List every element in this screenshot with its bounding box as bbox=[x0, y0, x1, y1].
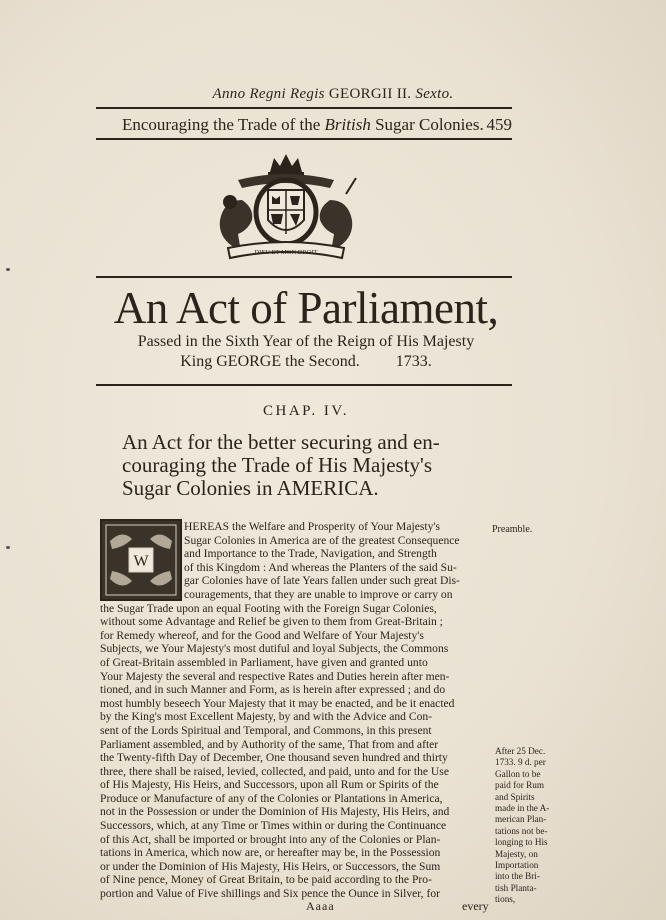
page-title-part1: Encouraging the Trade of the bbox=[122, 115, 325, 134]
act-year: 1733. bbox=[395, 353, 432, 370]
passed-line: Passed in the Sixth Year of the Reign of His Majesty bbox=[137, 333, 475, 350]
body-line: Subjects, we Your Majesty's most dutiful and loyal Subjects, the Commons bbox=[100, 642, 449, 656]
act-heading bbox=[122, 431, 502, 500]
running-head bbox=[0, 86, 666, 103]
page-title-part2: Sugar Colonies. bbox=[370, 115, 484, 134]
margin-note-line: 1733. 9 d. per bbox=[495, 757, 546, 768]
dropcap-letter: W bbox=[133, 553, 149, 570]
body-line: portion and Value of Five shillings and Six pence the Ounce in Silver, for bbox=[100, 887, 440, 901]
signature-mark: Aaaa bbox=[306, 899, 335, 913]
margin-note-line: into the Bri- bbox=[495, 871, 540, 882]
body-line: tations in America, which now are, or hereafter may be, in the Possession bbox=[100, 846, 441, 860]
act-heading-line: couraging the Trade of His Majesty's bbox=[122, 453, 432, 477]
body-line: of His Majesty, His Heirs, and Successors, upon all Rum or Spirits of the bbox=[100, 778, 439, 792]
body-line: not in the Possession or under the Dominion of His Majesty, His Heirs, and bbox=[100, 805, 450, 819]
body-line: or under the Dominion of His Majesty, His Heirs, or Successors, the Sum bbox=[100, 859, 441, 873]
body-line: tioned, and in such Manner and Form, as is herein after expressed ; and do bbox=[100, 683, 446, 697]
body-line: most humbly beseech Your Majesty that it may be enacted, and be it enacted bbox=[100, 696, 455, 710]
margin-note-line: made in the A- bbox=[495, 803, 550, 814]
margin-note-line: After 25 Dec. bbox=[495, 746, 546, 756]
body-line: of Nine pence, Money of Great Britain, to be paid according to the Pro- bbox=[100, 873, 432, 887]
king-name: King GEORGE the Second. bbox=[180, 353, 360, 370]
body-line: of this Act, shall be imported or brought into any of the Colonies or Plan- bbox=[100, 832, 441, 846]
binding-mark bbox=[6, 268, 10, 271]
crest-bottom-rule bbox=[96, 276, 512, 278]
body-line: by the King's most Excellent Majesty, by and with the Advice and Con- bbox=[100, 710, 433, 724]
body-line: three, there shall be raised, levied, collected, and paid, unto and for the Use bbox=[100, 764, 449, 778]
body-line: Successors, which, at any Time or Times within or during the Continuance bbox=[100, 819, 447, 833]
body-line: Your Majesty the several and respective Rates and Duties herein after men- bbox=[100, 669, 450, 683]
crest-motto: DIEU ET MON DROIT bbox=[254, 249, 318, 256]
act-body-text bbox=[100, 520, 492, 901]
margin-note-line: tations not be- bbox=[495, 825, 548, 836]
body-line: of this Kingdom : And whereas the Planters of the said Su- bbox=[184, 560, 457, 574]
body-line: of Great-Britain assembled in Parliament, have given and granted unto bbox=[100, 655, 428, 669]
margin-note-line: and Spirits bbox=[495, 791, 535, 802]
title-bottom-rule bbox=[96, 138, 512, 140]
binding-mark bbox=[6, 546, 10, 549]
catchword: every bbox=[462, 899, 489, 913]
page-number: 459 bbox=[486, 115, 512, 134]
heading-rule bbox=[96, 384, 512, 386]
margin-note-duty bbox=[495, 746, 590, 906]
margin-note-line: Majesty, on bbox=[495, 848, 538, 859]
body-line: for Remedy whereof, and for the Good and Welfare of Your Majesty's bbox=[100, 628, 424, 642]
body-line: couragements, that they are unable to improve or carry on bbox=[184, 587, 453, 601]
margin-note-line: Gallon to be bbox=[495, 768, 541, 779]
king-line bbox=[96, 353, 516, 371]
page-title bbox=[122, 115, 484, 135]
act-heading-line: An Act for the better securing and en- bbox=[122, 430, 440, 454]
margin-note-line: tish Planta- bbox=[495, 882, 537, 893]
act-heading-line: Sugar Colonies in AMERICA. bbox=[122, 476, 379, 500]
body-line: and Importance to the Trade, Navigation, and Strength bbox=[184, 547, 437, 561]
margin-note-line: Importation bbox=[495, 860, 539, 871]
margin-note-line: paid for Rum bbox=[495, 780, 544, 791]
body-line: Sugar Colonies in America are of the greatest Consequence bbox=[184, 533, 460, 547]
body-line: sent of the Lords Spiritual and Temporal, and Commons, in this present bbox=[100, 723, 432, 737]
body-line: Parliament assembled, and by Authority of the same, That from and after bbox=[100, 737, 439, 751]
running-head-italic: Anno Regni Regis bbox=[212, 86, 325, 102]
body-line: HEREAS the Welfare and Prosperity of Your Majesty's bbox=[184, 520, 440, 533]
body-line: the Sugar Trade upon an equal Footing with the Foreign Sugar Colonies, bbox=[100, 601, 437, 615]
margin-note-line: tions, bbox=[495, 894, 516, 905]
act-title: An Act of Parliament, bbox=[113, 283, 499, 333]
page-title-italic: British bbox=[324, 115, 371, 134]
margin-note-line: longing to His bbox=[495, 837, 548, 848]
body-line: the Twenty-fifth Day of December, One thousand seven hundred and thirty bbox=[100, 751, 448, 765]
chapter-heading: CHAP. IV. bbox=[263, 403, 349, 419]
margin-note-line: merican Plan- bbox=[495, 814, 547, 825]
body-line: Produce or Manufacture of any of the Colonies or Plantations in America, bbox=[100, 791, 443, 805]
running-head-year: Sexto. bbox=[415, 86, 454, 102]
royal-coat-of-arms-icon bbox=[208, 150, 364, 266]
margin-note-preamble: Preamble. bbox=[492, 524, 533, 535]
page-title-row bbox=[96, 114, 512, 138]
top-rule bbox=[96, 107, 512, 109]
running-head-reign: GEORGII II. bbox=[328, 86, 412, 102]
body-line: without some Advantage and Relief be given to them from Great-Britain ; bbox=[100, 615, 443, 629]
body-line: gar Colonies have of late Years fallen under such great Dis- bbox=[184, 574, 460, 588]
